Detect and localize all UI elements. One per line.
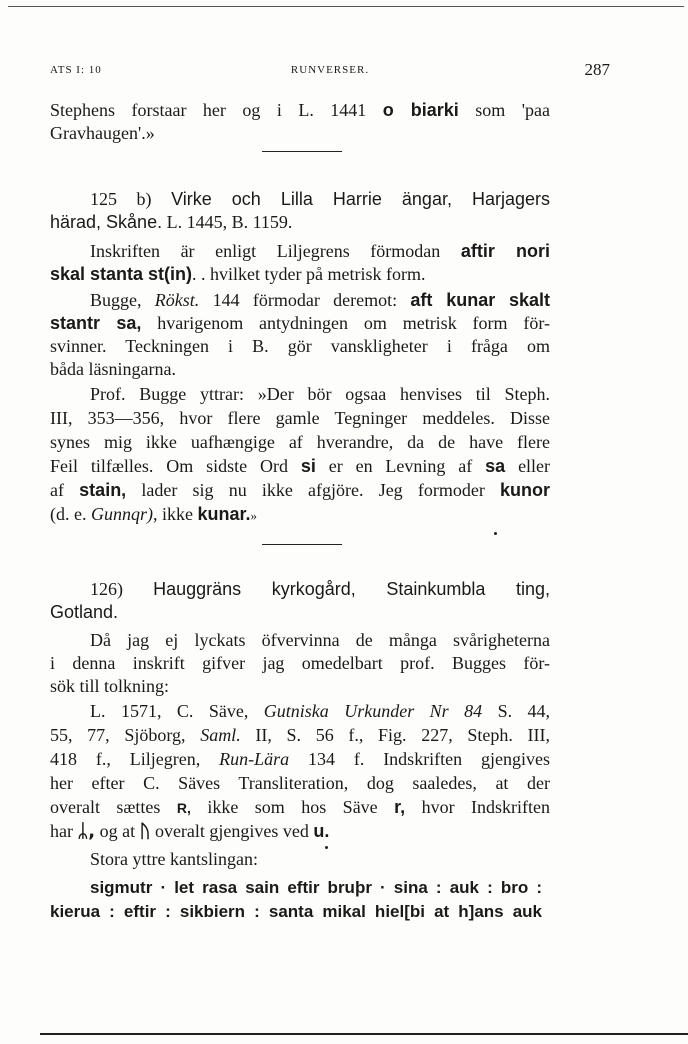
header-running-title: RUNVERSER. bbox=[290, 64, 370, 76]
section-126-title: Hauggräns kyrkogård, Stainkumbla ting, bbox=[153, 579, 551, 599]
paragraph-line: skal stanta st(in). . hvilket tyder på metrisk form. bbox=[50, 264, 426, 284]
section-126-heading-line-2: Gotland. bbox=[50, 602, 119, 622]
intro-line-1: Stephens forstaar her og i L. 1441 o biarki som 'paa bbox=[50, 100, 550, 120]
paragraph-line: i denna inskrift gifver jag omedelbart prof. Bugges för- bbox=[50, 653, 550, 673]
paragraph-line: Inskriften är enligt Liljegrens förmodan aftir nori bbox=[90, 241, 550, 261]
inscription-transliteration-line-1: sigmutr · let rasa sain eftir bruþr · sina : auk : bro : bbox=[90, 878, 542, 897]
section-125b-title: Virke och Lilla Harrie ängar, Harjagers bbox=[171, 189, 551, 209]
section-125b-heading-line-1: 125 b) Virke och Lilla Harrie ängar, Harjagers bbox=[90, 189, 551, 209]
quote-line: synes mig ikke uafhængige af hverandre, da de have flere bbox=[50, 432, 550, 452]
quote-line: Feil tilfælles. Om sidste Ord si er en Levning af sa eller bbox=[50, 456, 551, 476]
header-left-signature: ATS I: 10 bbox=[50, 64, 102, 76]
quote-line: Prof. Bugge yttrar: »Der bör ogsaa henvises til Steph. bbox=[90, 384, 550, 404]
paragraph-line: Då jag ej lyckats öfvervinna de många svårigheterna bbox=[90, 630, 550, 650]
paragraph-line: sök till tolkning: bbox=[50, 676, 170, 696]
section-separator bbox=[262, 151, 342, 152]
paragraph-line: båda läsningarna. bbox=[50, 359, 176, 379]
inscription-label: Stora yttre kantslingan: bbox=[90, 849, 258, 869]
reference-line: her efter C. Säves Transliteration, dog saaledes, at der bbox=[50, 773, 550, 793]
paragraph-line: svinner. Teckningen i B. gör vanskligheter i fråga om bbox=[50, 336, 550, 356]
section-125b-heading-line-2: härad, Skåne. L. 1445, B. 1159. bbox=[50, 212, 293, 232]
print-speck bbox=[494, 532, 497, 535]
section-125b-references: L. 1445, B. 1159. bbox=[166, 212, 293, 232]
rune-yr-glyph: ᛦ, bbox=[77, 821, 96, 842]
top-border-line bbox=[8, 6, 684, 7]
paragraph-line: Bugge, Rökst. 144 förmodar deremot: aft kunar skalt bbox=[90, 290, 551, 310]
reference-line: 55, 77, Sjöborg, Saml. II, S. 56 f., Fig. 227, Steph. III, bbox=[50, 725, 551, 745]
reference-line: overalt sættes R, ikke som hos Säve r, hvor Indskriften bbox=[50, 797, 551, 817]
quote-line: III, 353—356, hvor flere gamle Tegninger meddeles. Disse bbox=[50, 408, 550, 428]
inscription-transliteration-line-2: kierua : eftir : sikbiern : santa mikal hiel[bi at h]ans auk bbox=[50, 902, 542, 921]
quote-line: af stain, lader sig nu ikke afgjöre. Jeg formoder kunor bbox=[50, 480, 551, 500]
rune-u-glyph: ᚢ bbox=[139, 821, 151, 842]
page-number: 287 bbox=[584, 60, 610, 79]
section-126-heading-line-1: 126) Hauggräns kyrkogård, Stainkumbla ting, bbox=[90, 579, 551, 599]
quote-line: (d. e. Gunnqr), ikke kunar.» bbox=[50, 504, 258, 524]
runic-transliteration: o biarki bbox=[382, 100, 459, 120]
reference-line: L. 1571, C. Säve, Gutniska Urkunder Nr 84 S. 44, bbox=[90, 701, 551, 721]
page-header bbox=[50, 60, 610, 80]
paragraph-line: stantr sa, hvarigenom antydningen om metrisk form för- bbox=[50, 313, 550, 333]
section-separator bbox=[262, 544, 342, 545]
reference-line: har ᛦ, og at ᚢ overalt gjengives ved u. bbox=[50, 821, 330, 842]
intro-line-2: Gravhaugen'.» bbox=[50, 123, 155, 143]
reference-line: 418 f., Liljegren, Run-Lära 134 f. Indskriften gjengives bbox=[50, 749, 551, 769]
bottom-border-line bbox=[40, 1033, 688, 1035]
